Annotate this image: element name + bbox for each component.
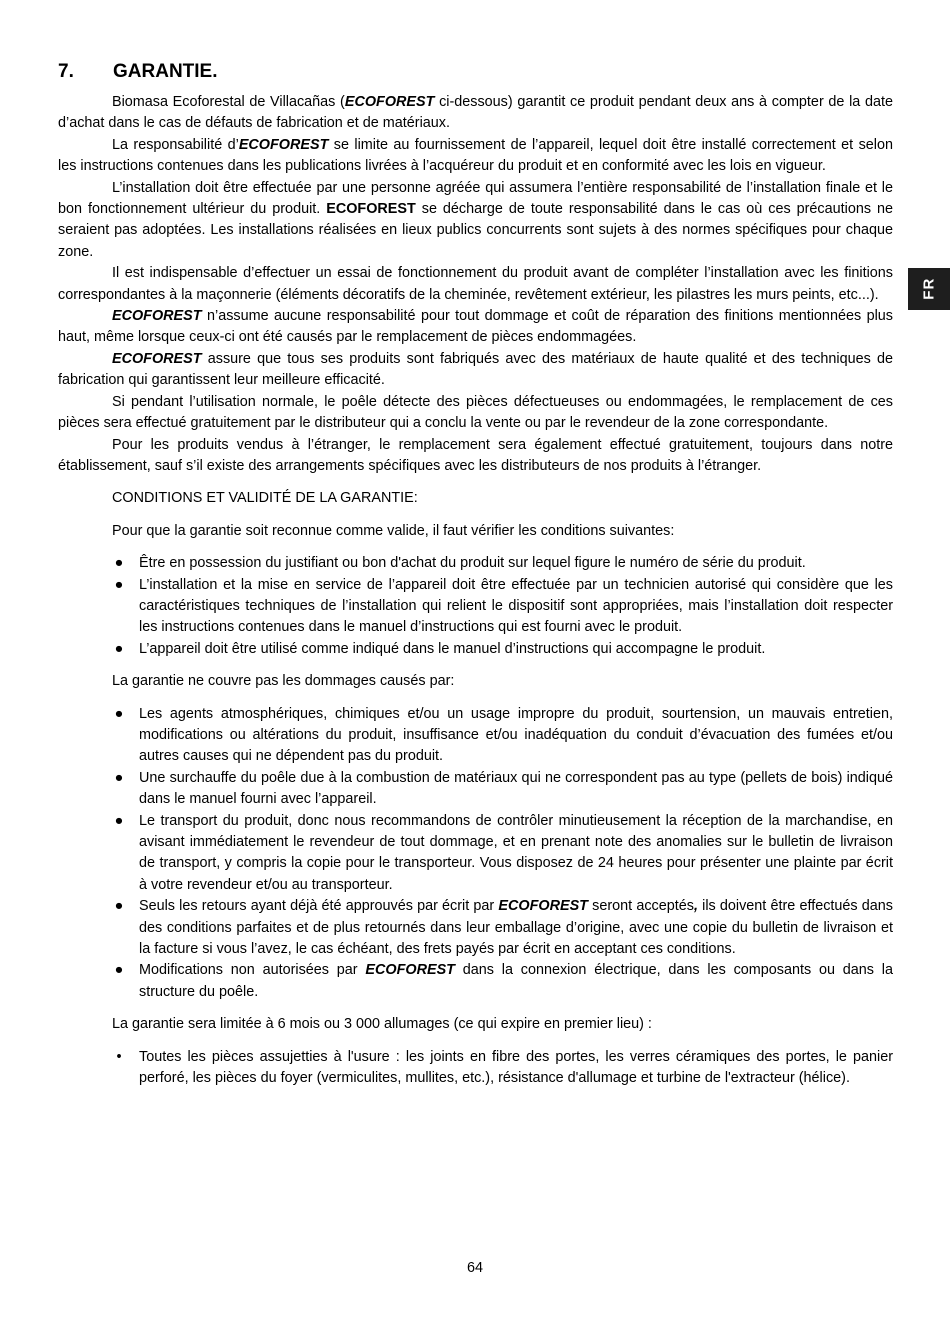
brand-name: ECOFOREST (498, 898, 588, 915)
page-number: 64 (466, 1260, 483, 1276)
language-tab (908, 268, 950, 310)
conditions-intro: Pour que la garantie soit reconnue comme valide, il faut vérifier les conditions suivantes: (112, 522, 675, 539)
paragraph-1: Biomasa Ecoforestal de Villacañas (ECOFOREST ci-dessous) garantit ce produit pendant deux ans à compter de la date d’achat dans le cas de défauts de fabrication et de matériaux. (58, 94, 893, 132)
paragraph-8: Pour les produits vendus à l’étranger, le remplacement sera également effectué gratuitement, toujours dans notre établissement, sauf s’il existe des arrangements spécifiques avec les distributeurs de nos produits à l’étranger. (58, 436, 893, 474)
bullet-icon: ● (114, 576, 124, 593)
paragraph-4: Il est indispensable d’effectuer un essai de fonctionnement du produit avant de compléter l’installation avec les finitions correspondantes à la maçonnerie (éléments décoratifs de la cheminée, revêtement extérieur, les pilastres les murs peints, etc...). (58, 265, 893, 303)
brand-name: ECOFOREST (365, 962, 455, 979)
list-item: ● Une surchauffe du poêle due à la combustion de matériaux qui ne correspondent pas au type (pellets de bois) indiqué dans le manuel fourni avec l’appareil. (58, 768, 893, 811)
limit-intro: La garantie sera limitée à 6 mois ou 3 000 allumages (ce qui expire en premier lieu) : (112, 1016, 652, 1033)
bullet-icon: ● (114, 640, 124, 657)
list-item: ● Être en possession du justifiant ou bon d'achat du produit sur lequel figure le numéro de série du produit. (58, 553, 893, 574)
bullet-icon: ● (114, 705, 124, 722)
bullet-icon: ● (114, 898, 124, 915)
language-tab-label: FR (920, 278, 938, 300)
paragraph-3: L’installation doit être effectuée par une personne agréée qui assumera l’entière responsabilité de l’installation finale et le bon fonctionnement ultérieur du produit. ECOFOREST se décharge de toute responsabilité dans le cas où ces précautions ne seraient pas adoptées. Les installations réalisées en lieux publics concurrents sont sujets à des normes spécifiques pour chaque zone. (58, 179, 893, 260)
list-item: ● L’appareil doit être utilisé comme indiqué dans le manuel d’instructions qui accompagne le produit. (58, 639, 893, 660)
list-item: ● Le transport du produit, donc nous recommandons de contrôler minutieusement la réception de la marchandise, en avisant immédiatement le revendeur de tout dommage, et en prenant note des anomalies sur le bulletin de livraison de transport, y compris la copie pour le transporteur. Vous disposez de 24 heures pour présenter une plainte par écrit à votre revendeur et/ou au transporteur. (58, 811, 893, 897)
bullet-icon: ● (114, 812, 124, 829)
bullet-icon: ● (114, 555, 124, 572)
section-heading (58, 58, 893, 86)
brand-name: ECOFOREST (112, 308, 202, 325)
section-title: GARANTIE. (113, 61, 218, 82)
bullet-icon: ● (114, 962, 124, 979)
document-page (58, 58, 893, 1089)
list-item: ● Modifications non autorisées par ECOFOREST dans la connexion électrique, dans les composants ou dans la structure du poêle. (58, 960, 893, 1003)
paragraph-7: Si pendant l’utilisation normale, le poêle détecte des pièces défectueuses ou endommagées, le remplacement de ces pièces sera effectué gratuitement par le distributeur qui a conclu la vente ou par le revendeur de la zone correspondante. (58, 393, 893, 432)
brand-name: ECOFOREST (344, 94, 435, 110)
paragraph-5: ECOFOREST n’assume aucune responsabilité pour tout dommage et coût de réparation des finitions mentionnées plus haut, même lorsque ceux-ci ont été causés par le remplacement de pièces endommagées. (58, 308, 893, 346)
paragraph-2: La responsabilité d’ECOFOREST se limite au fournissement de l’appareil, lequel doit être installé correctement et selon les instructions contenues dans les publications livrées à l’acquéreur du produit et en conformité avec les lois en vigueur. (58, 136, 893, 175)
section-number: 7. (58, 61, 74, 82)
brand-name: ECOFOREST (326, 201, 416, 218)
exclusions-intro: La garantie ne couvre pas les dommages causés par: (112, 673, 455, 690)
exclusions-list (58, 704, 893, 1004)
list-item: ● Seuls les retours ayant déjà été approuvés par écrit par ECOFOREST seront acceptés, ils doivent être effectués dans des conditions parfaites et de plus retournés dans leur emballage d’origine, avec une copie du bulletin de livraison et la facture si vous l’avez, le cas échéant, des frets payés par écrit en acceptant ces conditions. (58, 896, 893, 960)
paragraph-6: ECOFOREST assure que tous ses produits sont fabriqués avec des matériaux de haute qualité et des techniques de fabrication qui garantissent leur meilleure efficacité. (58, 350, 893, 389)
list-item: ● Les agents atmosphériques, chimiques et/ou un usage impropre du produit, sourtension, un mauvais entretien, modifications ou altérations du produit, insuffisance et/ou inadéquation du conduit d’évacuation des fumées et/ou autres causes qui ne dépendent pas du produit. (58, 704, 893, 768)
conditions-title: CONDITIONS ET VALIDITÉ DE LA GARANTIE: (112, 490, 418, 507)
list-item: • Toutes les pièces assujetties à l'usure : les joints en fibre des portes, les verres céramiques des portes, le panier perforé, les pièces du foyer (vermiculites, mullites, etc.), résistance d'allumage et turbine de l'extracteur (hélice). (58, 1047, 893, 1090)
bullet-icon: • (116, 1048, 122, 1065)
bullet-icon: ● (114, 769, 124, 786)
limit-list (58, 1047, 893, 1090)
brand-name: ECOFOREST (238, 136, 329, 153)
list-item: ● L’installation et la mise en service de l’appareil doit être effectuée par un technicien autorisé qui considère que les caractéristiques techniques de l’installation qui relient le dispositif sont appropriées, mais l’installation doit respecter les instructions contenues dans le manuel d’instructions qui est fourni avec le produit. (58, 575, 893, 639)
conditions-list (58, 553, 893, 660)
brand-name: ECOFOREST (112, 350, 202, 367)
